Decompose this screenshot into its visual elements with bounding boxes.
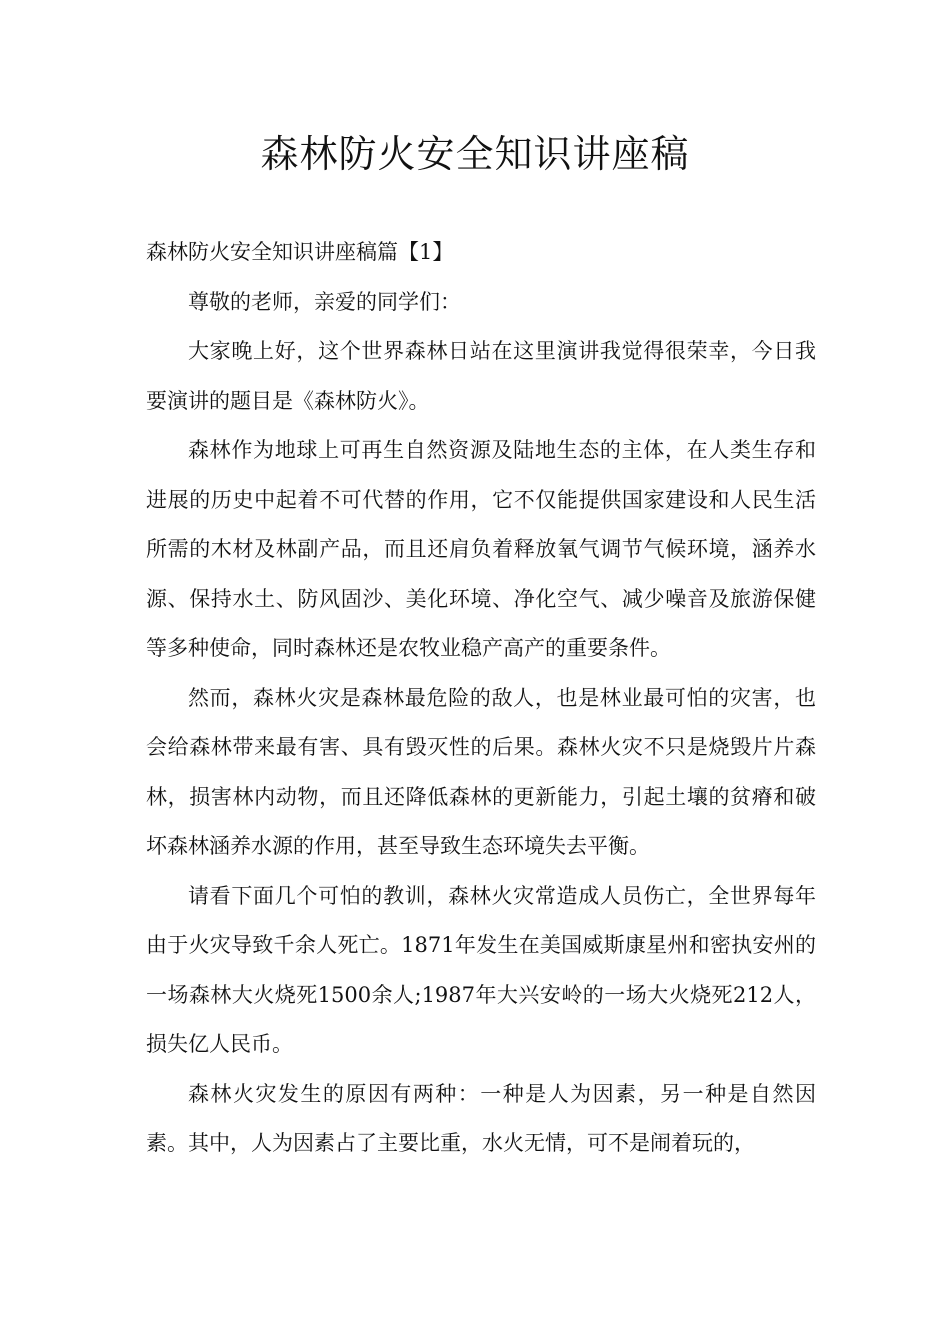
document-title: 森林防火安全知识讲座稿: [260, 132, 690, 176]
paragraph: 然而，森林火灾是森林最危险的敌人，也是林业最可怕的灾害，也会给森林带来最有害、具有毁灭性的后果。森林火灾不只是烧毁片片森林，损害林内动物，而且还降低森林的更新能力，引起土壤的贫瘠和破坏森林涵养水源的作用，甚至导致生态环境失去平衡。: [146, 685, 816, 858]
paragraph: 森林作为地球上可再生自然资源及陆地生态的主体，在人类生存和进展的历史中起着不可代替的作用，它不仅能提供国家建设和人民生活所需的木材及林副产品，而且还肩负着释放氧气调节气候环境，涵养水源、保持水土、防风固沙、美化环境、净化空气、减少噪音及旅游保健等多种使命，同时森林还是农牧业稳产高产的重要条件。: [146, 438, 816, 660]
paragraph: 森林火灾发生的原因有两种：一种是人为因素，另一种是自然因素。其中，人为因素占了主要比重，水火无情，可不是闹着玩的，: [146, 1081, 816, 1155]
paragraph: 大家晚上好，这个世界森林日站在这里演讲我觉得很荣幸，今日我要演讲的题目是《森林防火》。: [146, 339, 816, 413]
document-body: [146, 228, 816, 1169]
section-heading: 森林防火安全知识讲座稿篇【1】: [146, 240, 454, 264]
paragraph-greeting: 尊敬的老师，亲爱的同学们：: [188, 289, 461, 314]
paragraph: 请看下面几个可怕的教训，森林火灾常造成人员伤亡，全世界每年由于火灾导致千余人死亡。1871年发生在美国威斯康星州和密执安州的一场森林大火烧死1500余人;1987年大兴安岭的一场大火烧死212人，损失亿人民币。: [146, 883, 816, 1056]
